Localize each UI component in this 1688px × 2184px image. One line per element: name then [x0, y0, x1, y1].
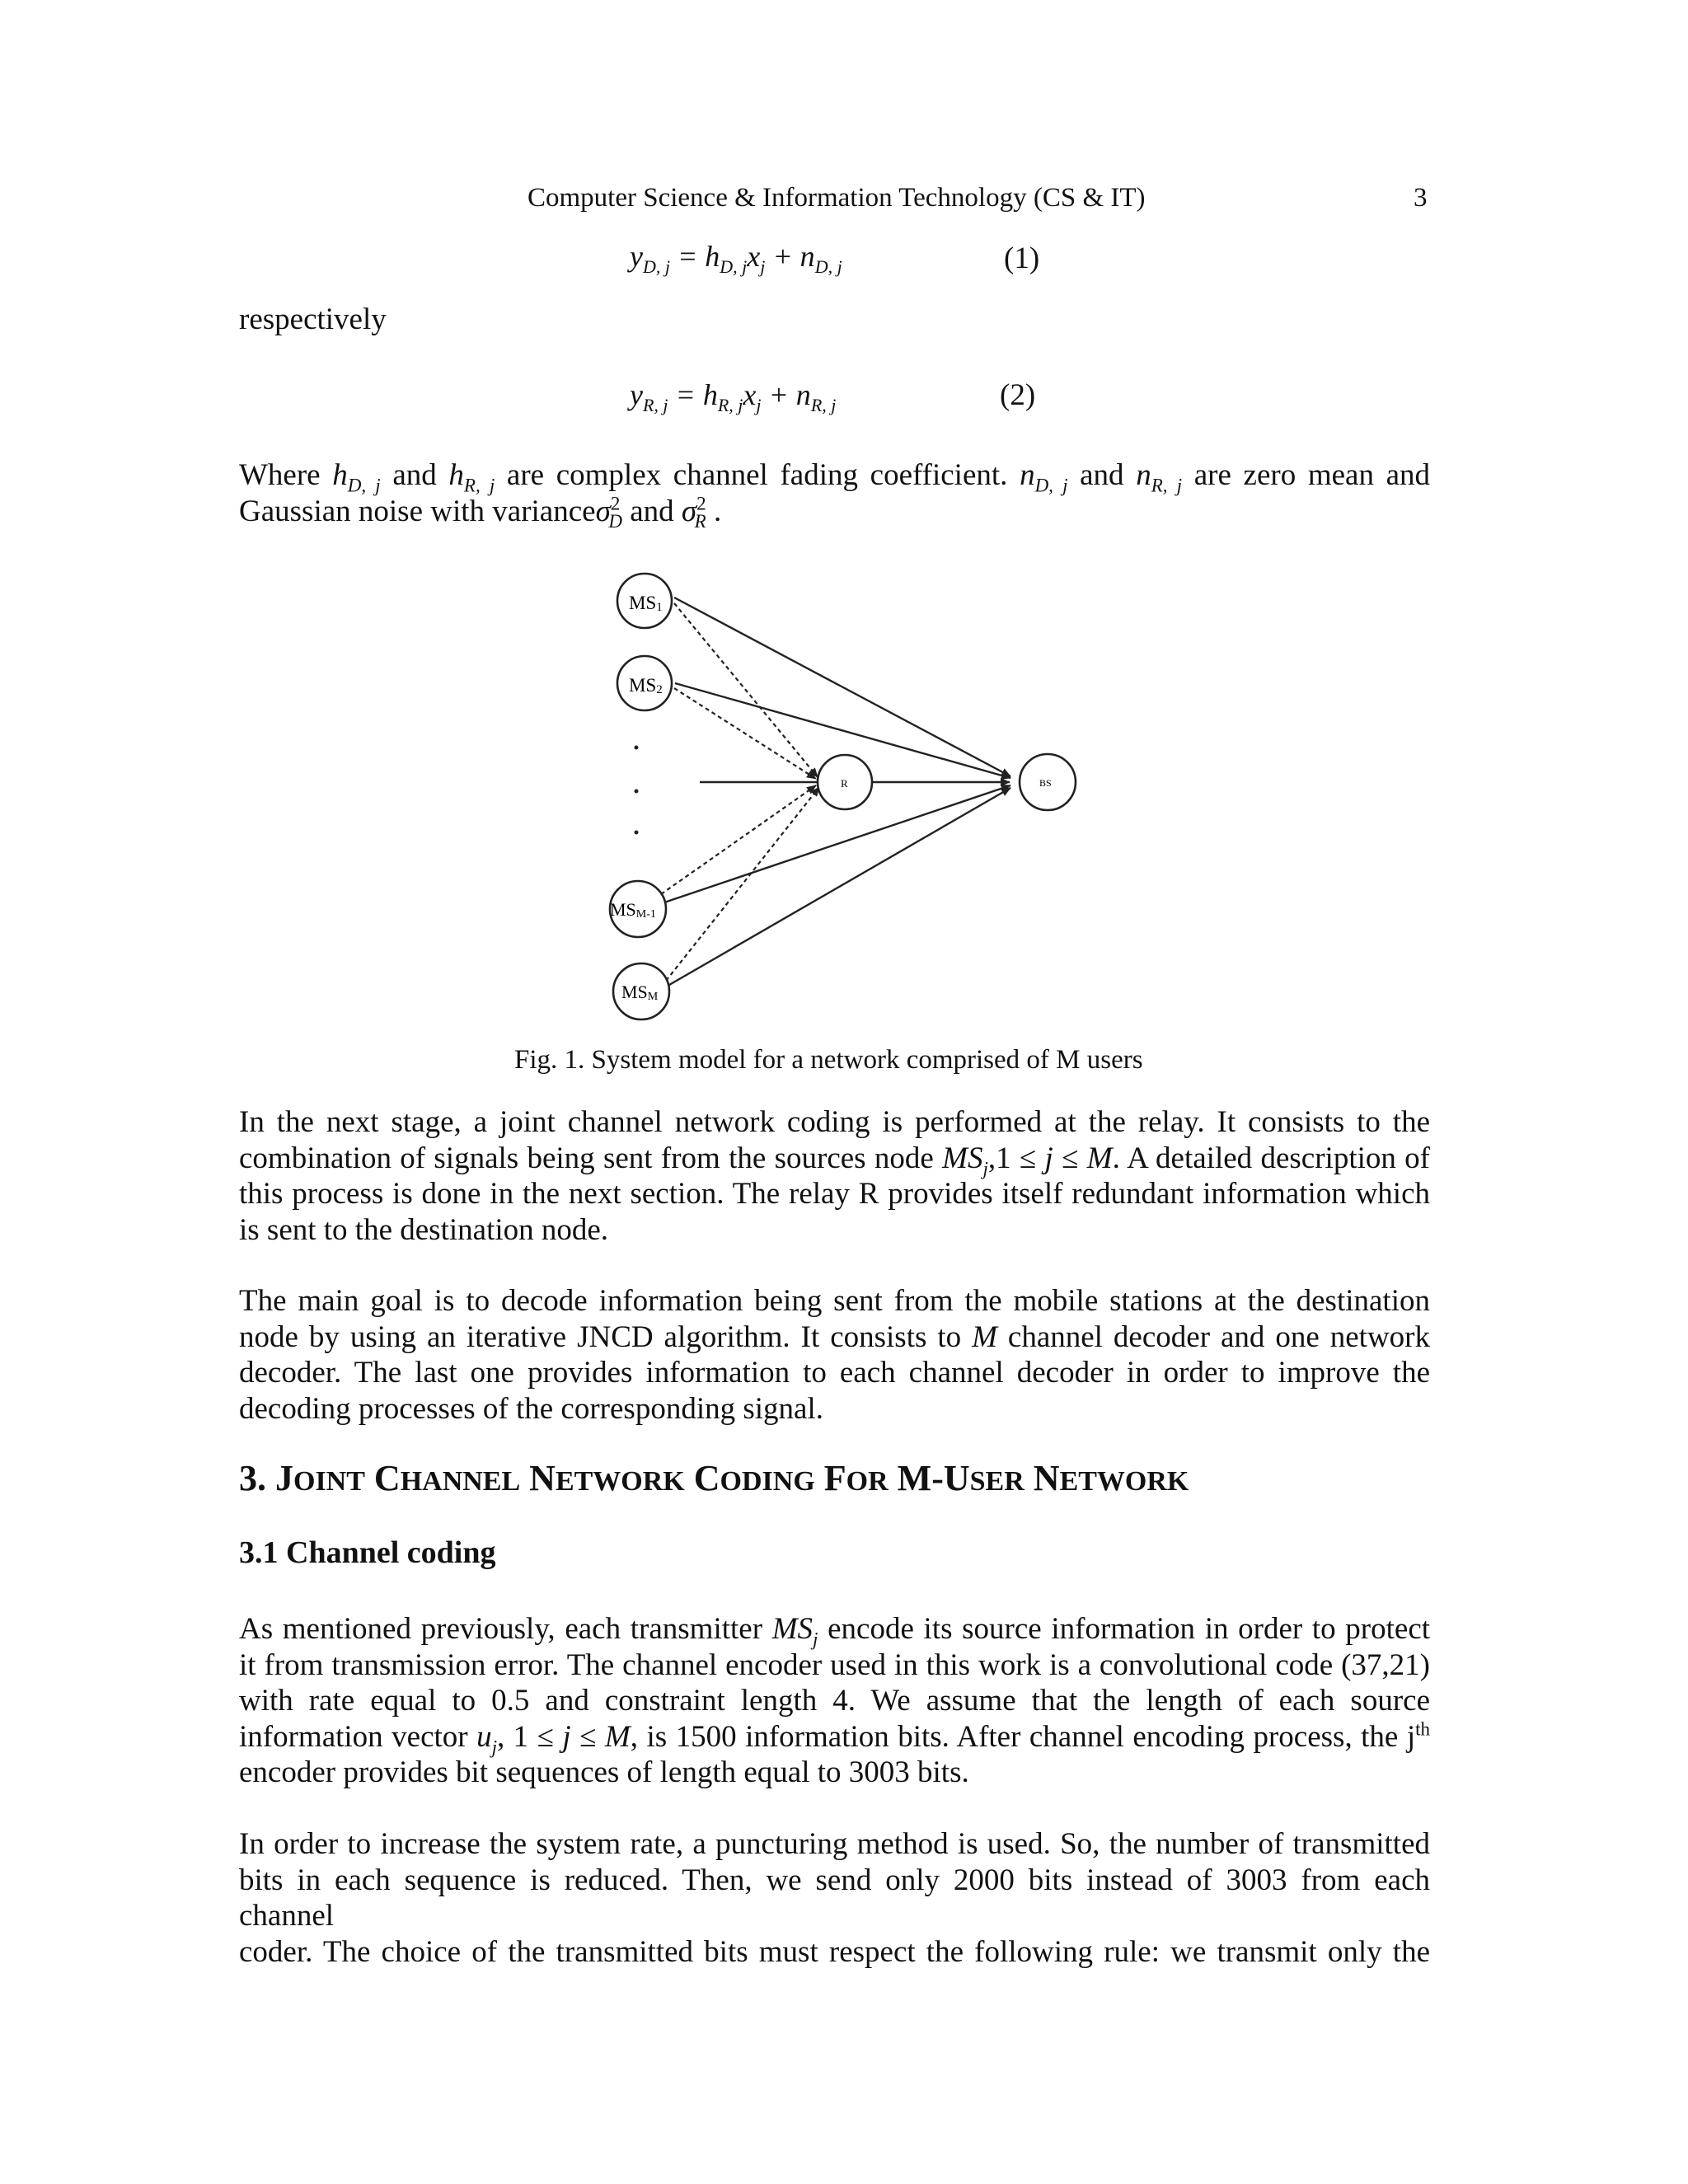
- ellipsis-dot: [635, 790, 639, 794]
- link-ms2-relay: [674, 688, 816, 779]
- equation-2: $y_{R, j} = h_{R, j}x_j + n_{R, j}$: [630, 378, 837, 416]
- link-ms1-bs: [674, 598, 1010, 776]
- node-ms-m-minus-1-label: MSM-1: [610, 899, 656, 921]
- paragraph-next-stage: In the next stage, a joint channel network coding is performed at the relay. It consists to the combination of signals being sent from the sources node $MS_j,1 \le j \le M$. A detailed description of this process is done in the next section. The relay R provides itself redundant information which is sent to the destination node.: [239, 1105, 1431, 1247]
- system-model-figure: [592, 565, 1103, 1026]
- node-relay-label: R: [841, 777, 848, 790]
- link-msm-relay: [666, 787, 819, 981]
- paragraph-channel-coding: As mentioned previously, each transmitter $MS_j$ encode its source information in order to protect it from transmission error. The channel encoder used in this work is a convolutional code (37,21) with rate equal to 0.5 and constraint length 4. We assume that the length of each source information vector $u_j$, 1 ≤ j ≤ M, is 1500 information bits. After channel encoding process, the $j^{th}$ encoder provides bit sequences of length equal to 3003 bits.: [239, 1612, 1431, 1789]
- section-heading: 3. JOINT CHANNEL NETWORK CODING FOR M-USER NETWORK: [239, 1458, 1189, 1498]
- running-header: Computer Science & Information Technology (CS & IT): [528, 183, 1146, 213]
- node-ms-m-label: MSM: [621, 982, 659, 1003]
- respectively-text: respectively: [239, 302, 387, 336]
- ellipsis-dot: [635, 746, 639, 750]
- figure-caption: Fig. 1. System model for a network comprised of M users: [514, 1045, 1143, 1075]
- equation-2-number: (2): [1000, 378, 1036, 412]
- paragraph-main-goal: The main goal is to decode information being sent from the mobile stations at the destination node by using an iterative JNCD algorithm. It consists to M channel decoder and one network decoder. The last one provides information to each channel decoder in order to improve the decoding processes of the corresponding signal.: [239, 1284, 1431, 1426]
- ellipsis-dot: [635, 831, 639, 835]
- node-base-station-label: BS: [1039, 777, 1052, 789]
- subsection-heading: 3.1 Channel coding: [239, 1535, 496, 1570]
- paragraph-puncturing: In order to increase the system rate, a puncturing method is used. So, the number of transmitted bits in each sequence is reduced. Then, we send only 2000 bits instead of 3003 from each channel coder. The choice of the transmitted bits must respect the following rule: we transmit only the: [239, 1827, 1430, 1969]
- link-msm-bs: [669, 788, 1010, 985]
- node-ms1-label: MS1: [629, 593, 663, 614]
- equation-1-number: (1): [1004, 241, 1040, 275]
- node-ms2-label: MS2: [629, 675, 663, 696]
- paragraph-where: Where $h_{D, j}$ and $h_{R, j}$ are complex channel fading coefficient. $n_{D, j}$ and $n_{R, j}$ are zero mean and Gaussian noise with varianceσ$^2_D$ and $\sigma^2_R$ .: [239, 458, 1431, 532]
- page-number: 3: [1414, 183, 1428, 213]
- link-ms1-relay: [674, 603, 818, 777]
- equation-1: $y_{D, j} = h_{D, j}x_j + n_{D, j}$: [630, 240, 842, 278]
